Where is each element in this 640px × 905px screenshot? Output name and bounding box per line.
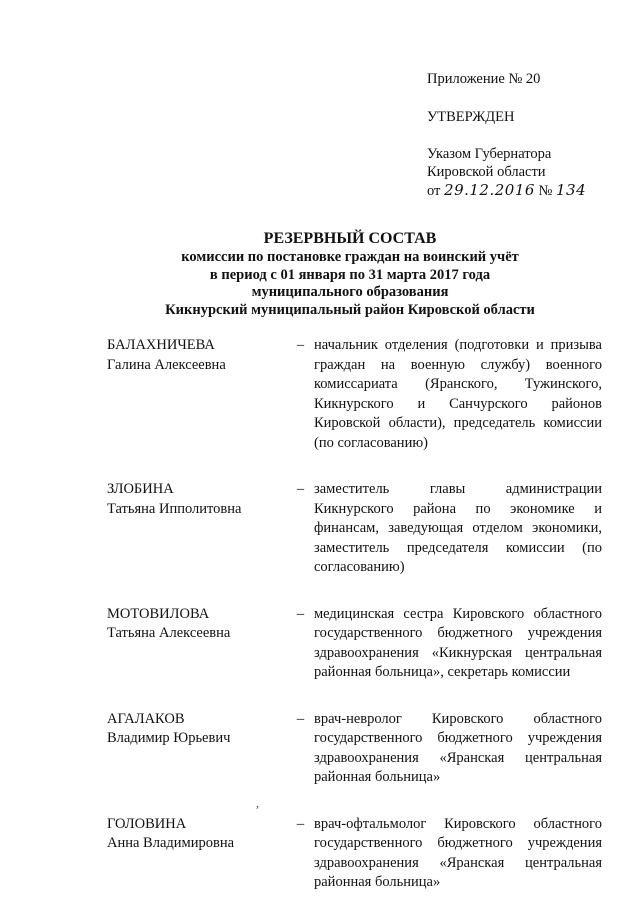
handwritten-number: 134 xyxy=(556,181,587,199)
member-dash: – xyxy=(296,710,305,727)
member-given-name: Татьяна Алексеевна xyxy=(107,625,231,641)
member-dash: – xyxy=(296,481,305,497)
title-main: РЕЗЕРВНЫЙ СОСТАВ xyxy=(263,230,437,247)
member-name xyxy=(107,480,287,519)
member-role: медицинская сестра Кировского областного государственного бюджетного учреждения здравоохранения «Кикнурская центральная районная больница», секретарь комиссии xyxy=(314,605,602,680)
member-name xyxy=(107,815,287,854)
date-prefix: от xyxy=(427,183,441,199)
appendix-number: Приложение № 20 xyxy=(427,71,541,87)
member-row xyxy=(107,815,602,893)
decree-line-2: Кировской области xyxy=(427,164,546,180)
member-given-name: Анна Владимировна xyxy=(107,835,235,851)
member-surname: АГАЛАКОВ xyxy=(107,710,185,727)
member-row xyxy=(107,605,602,683)
member-role: начальник отделения (подготовки и призыва граждан на военную службу) военного комиссариата (Яранского, Тужинского, Кикнурского и Санчурского районов Кировской области), председатель комиссии (по согласованию) xyxy=(314,337,602,451)
member-role: врач-невролог Кировского областного государственного бюджетного учреждения здравоохранения «Яранская центральная районная больница» xyxy=(314,710,602,785)
member-surname: ГОЛОВИНА xyxy=(107,815,187,832)
member-name xyxy=(107,710,287,749)
member-surname: МОТОВИЛОВА xyxy=(107,605,210,622)
member-given-name: Татьяна Ипполитовна xyxy=(107,500,242,517)
approved-label: УТВЕРЖДЕН xyxy=(427,109,515,125)
member-dash: – xyxy=(296,605,305,622)
stray-mark: , xyxy=(256,796,259,810)
member-row xyxy=(107,710,602,788)
document-title xyxy=(40,229,640,319)
member-row xyxy=(107,336,602,453)
handwritten-date: 29.12.2016 xyxy=(444,181,535,199)
member-given-name: Владимир Юрьевич xyxy=(107,730,231,746)
title-line-2: в период с 01 января по 31 марта 2017 года xyxy=(209,266,491,283)
member-row xyxy=(107,480,602,578)
member-list xyxy=(107,336,602,893)
approval-stamp xyxy=(427,70,627,200)
title-line-1: комиссии по постановке граждан на воинский учёт xyxy=(181,249,519,265)
number-sign: № xyxy=(538,183,553,199)
member-surname: БАЛАХНИЧЕВА xyxy=(107,337,215,353)
member-dash: – xyxy=(296,815,305,832)
member-role: врач-офтальмолог Кировского областного государственного бюджетного учреждения здравоохранения «Яранская центральная районная больница» xyxy=(314,815,602,890)
member-surname: ЗЛОБИНА xyxy=(107,481,174,497)
member-given-name: Галина Алексеевна xyxy=(107,356,226,373)
title-line-4: Кикнурский муниципальный район Кировской области xyxy=(165,301,535,318)
member-dash: – xyxy=(296,337,305,353)
decree-date-line xyxy=(427,181,627,200)
decree-line-1: Указом Губернатора xyxy=(427,146,552,162)
member-name xyxy=(107,605,287,644)
member-name xyxy=(107,336,287,375)
member-role: заместитель главы администрации Кикнурского района по экономике и финансам, заведующая отделом экономики, заместитель председателя комиссии (по согласованию) xyxy=(314,481,602,575)
title-line-3: муниципального образования xyxy=(251,284,449,300)
